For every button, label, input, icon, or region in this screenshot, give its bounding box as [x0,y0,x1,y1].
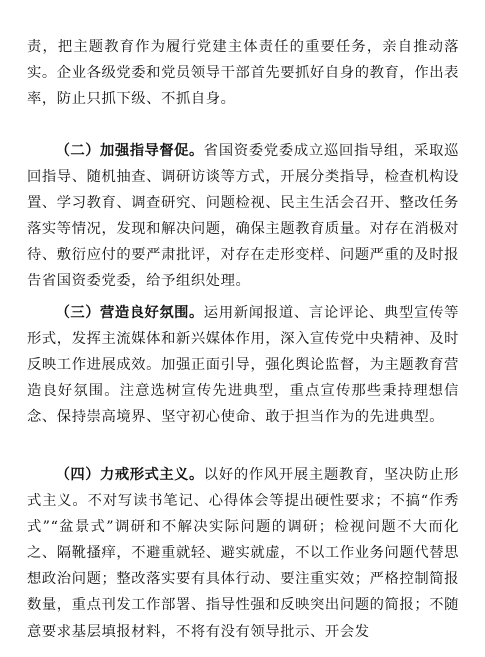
paragraph-4-body [27,462,459,645]
section-heading-4: （四）力戒形式主义。 [55,467,204,483]
section-heading-2: （二）加强指导督促。 [55,143,204,159]
paragraph-1-body [27,34,459,112]
paragraph-2-body [27,138,459,295]
paragraph-3 [27,300,459,430]
paragraph-3-text: 运用新闻报道、言论评论、典型宣传等形式，发挥主流媒体和新兴媒体作用，深入宣传党中央精神、及时反映工作进展成效。加强正面引导，强化舆论监督，为主题教育营造良好氛围。注意选树宣传先进典型，重点宣传那些秉持理想信念、保持崇高境界、坚守初心使命、敢于担当作为的先进典型。 [27,305,460,426]
paragraph-3-body [27,300,459,430]
paragraph-2 [27,138,459,295]
paragraph-4-text: 以好的作风开展主题教育，坚决防止形式主义。不对写读书笔记、心得体会等提出硬性要求；不搞“作秀式”“盆景式”调研和不解决实际问题的调研；检视问题不大而化之、隔靴搔痒，不避重就轻、避实就虚，不以工作业务问题代替思想政治问题；整改落实要有具体行动、要注重实效；严格控制简报数量，重点刊发工作部署、指导性强和反映突出问题的简报；不随意要求基层填报材料，不将有没有领导批示、开会发 [27,467,460,640]
paragraph-2-text: 省国资委党委成立巡回指导组，采取巡回指导、随机抽查、调研访谈等方式，开展分类指导，检查机构设置、学习教育、调查研究、问题检视、民主生活会召开、整改任务落实等情况，发现和解决问题，确保主题教育质量。对存在消极对待、敷衍应付的要严肃批评，对存在走形变样、问题严重的及时报告省国资委党委，给予组织处理。 [27,143,460,290]
paragraph-1-text: 责，把主题教育作为履行党建主体责任的重要任务，亲自推动落实。企业各级党委和党员领导干部首先要抓好自身的教育，作出表率，防止只抓下级、不抓自身。 [27,39,460,108]
paragraph-4 [27,462,459,645]
paragraph-1 [27,34,459,112]
section-heading-3: （三）营造良好氛围。 [55,305,204,321]
